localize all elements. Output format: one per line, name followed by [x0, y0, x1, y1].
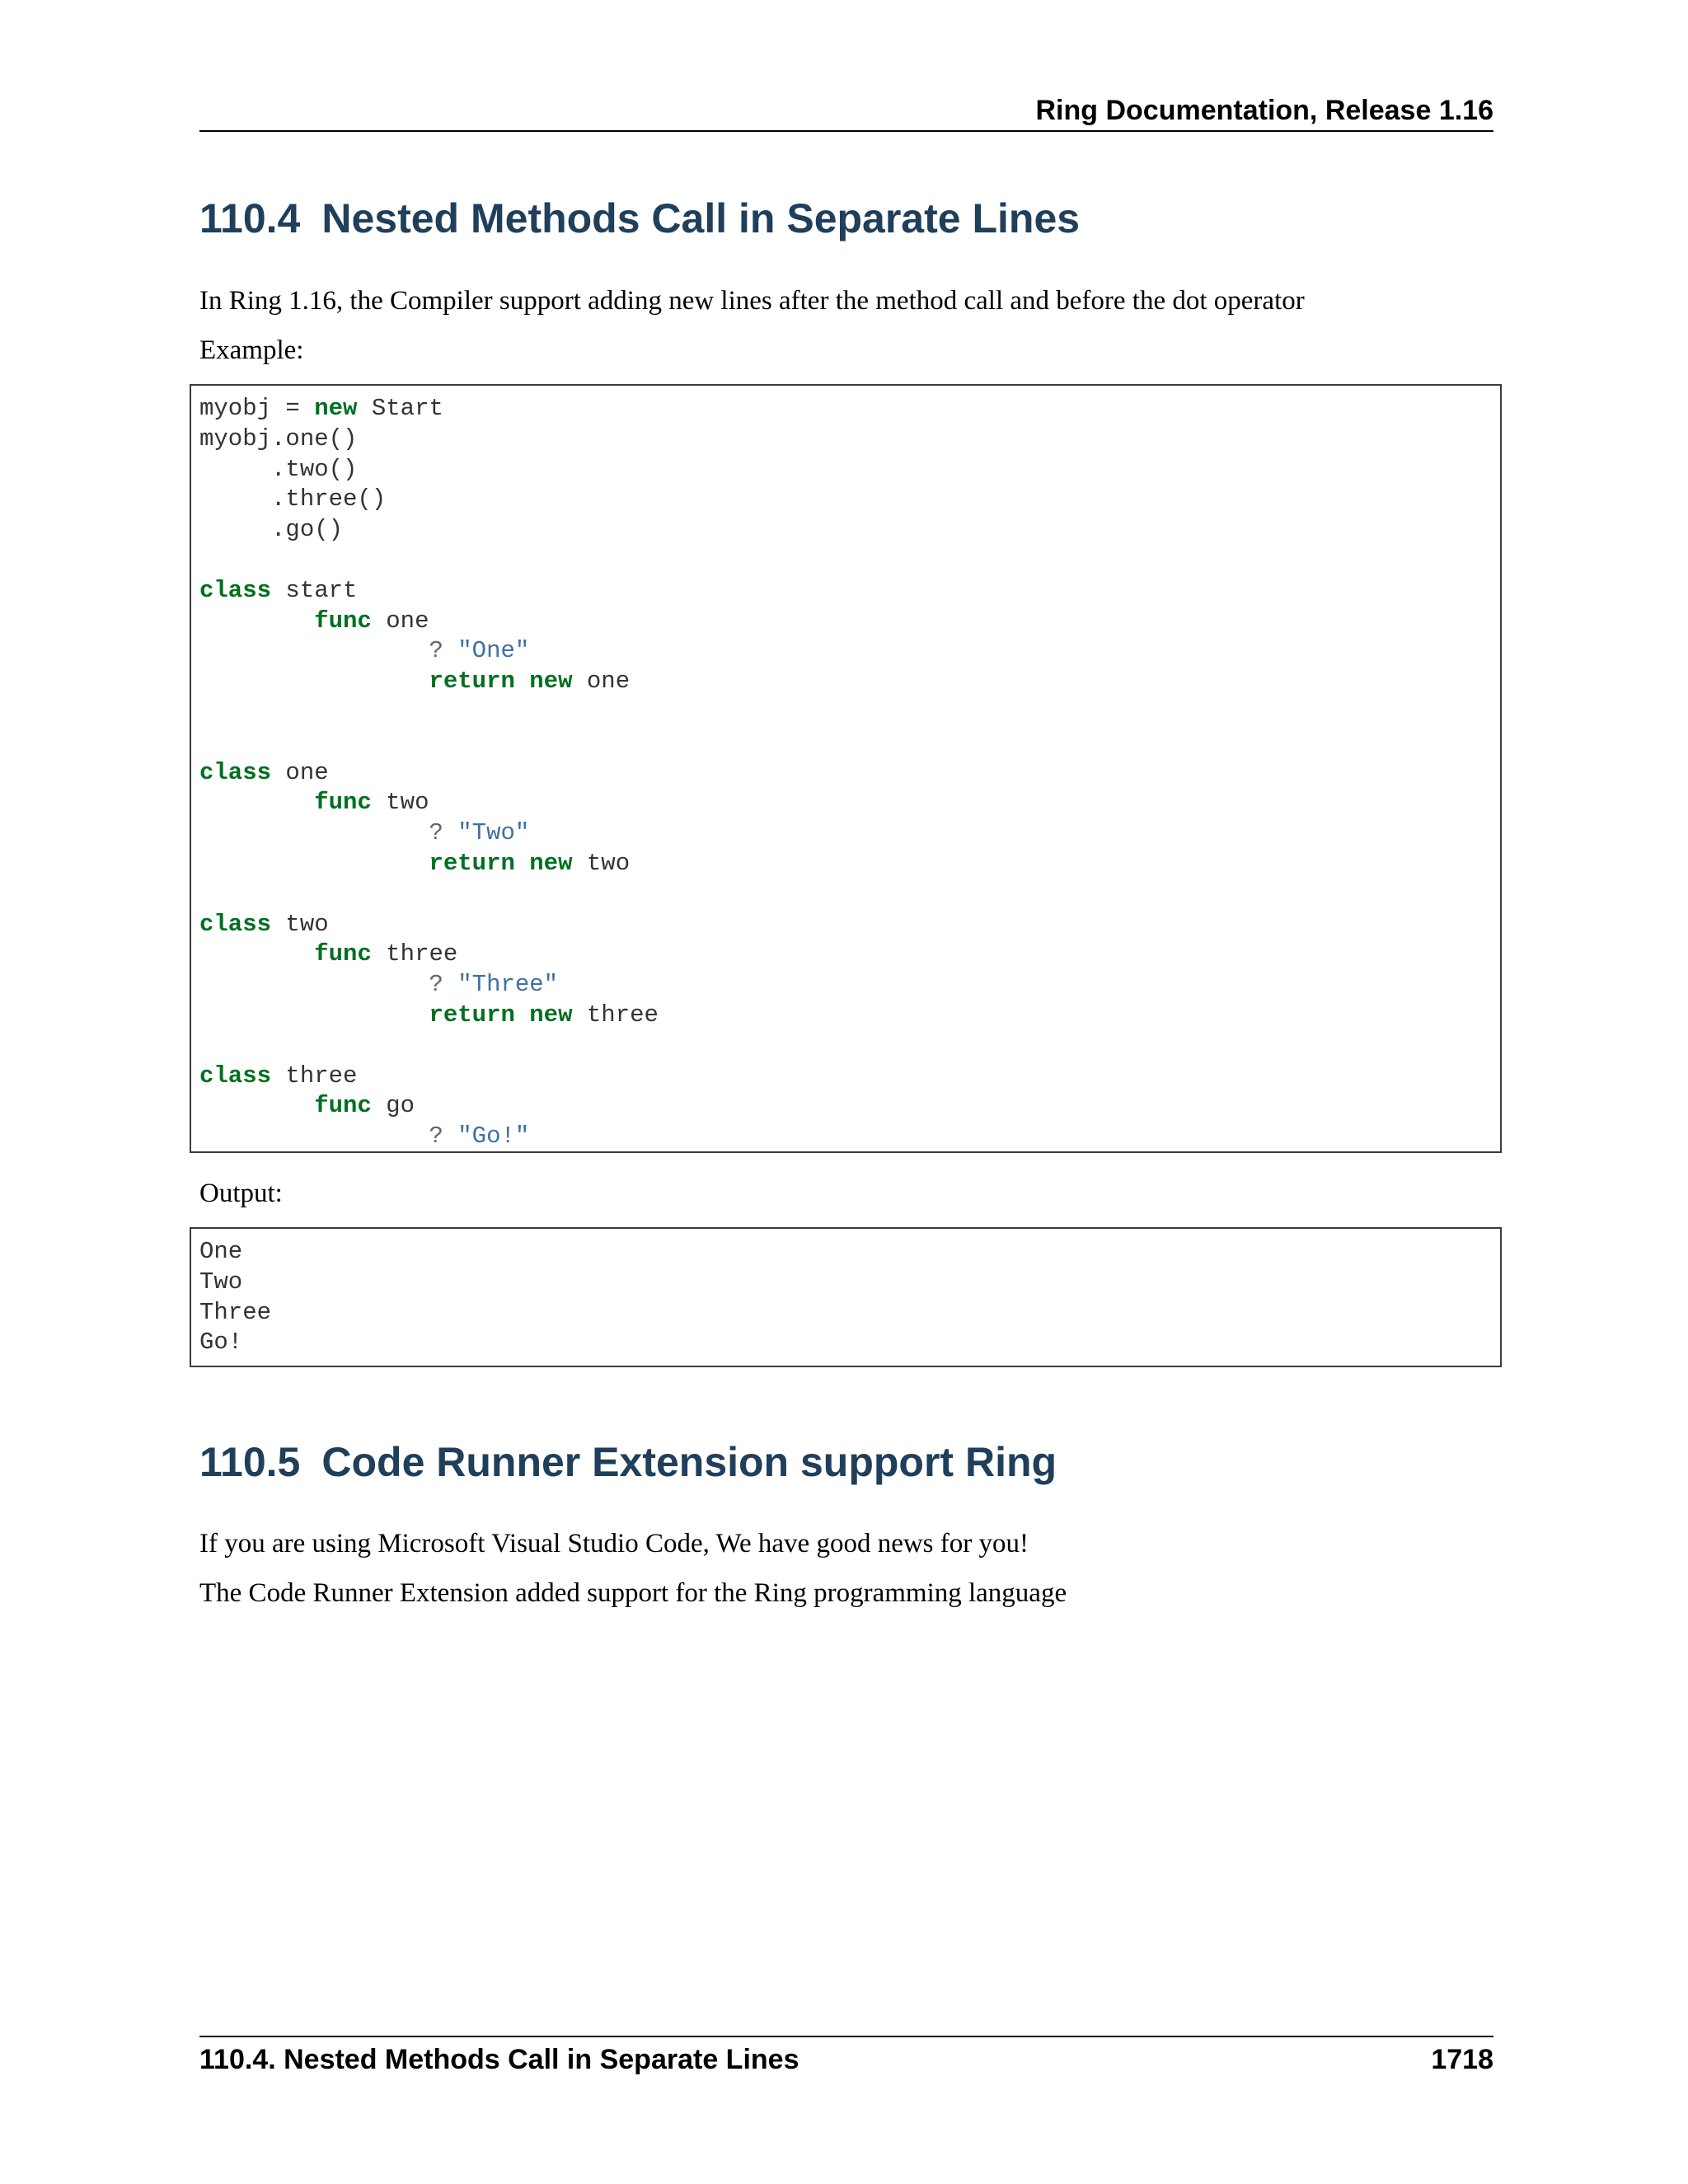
paragraph: The Code Runner Extension added support for the Ring programming language [199, 1578, 1067, 1608]
page-number: 1718 [1431, 2044, 1493, 2075]
footer-section-title: 110.4. Nested Methods Call in Separate Lines [199, 2044, 799, 2075]
output-block [190, 1227, 1502, 1367]
output-line: Two [199, 1268, 243, 1296]
section-title: Nested Methods Call in Separate Lines [321, 195, 1081, 241]
running-footer [199, 2036, 1493, 2076]
output-line: Three [199, 1298, 272, 1326]
paragraph: If you are using Microsoft Visual Studio Code, We have good news for you! [199, 1529, 1029, 1558]
example-label: Example: [199, 335, 304, 365]
section-number: 110.4 [199, 195, 301, 241]
code-example-block: myobj = new Start myobj.one() .two() .three() .go() class start func one ? "One" return new one class one func two ? "Two" return new two class two func three ? "Three" return new three class three func go ? "Go!" [190, 384, 1502, 1153]
output-label: Output: [199, 1179, 283, 1208]
section-heading-110-5 [199, 1438, 1057, 1486]
section-heading-110-4 [199, 194, 1080, 242]
section-title: Code Runner Extension support Ring [321, 1439, 1057, 1485]
section-number: 110.5 [199, 1439, 301, 1485]
intro-paragraph: In Ring 1.16, the Compiler support adding new lines after the method call and before the dot operator [199, 286, 1305, 316]
output-line: Go! [199, 1329, 243, 1357]
running-header: Ring Documentation, Release 1.16 [199, 91, 1493, 132]
output-line: One [199, 1238, 243, 1265]
